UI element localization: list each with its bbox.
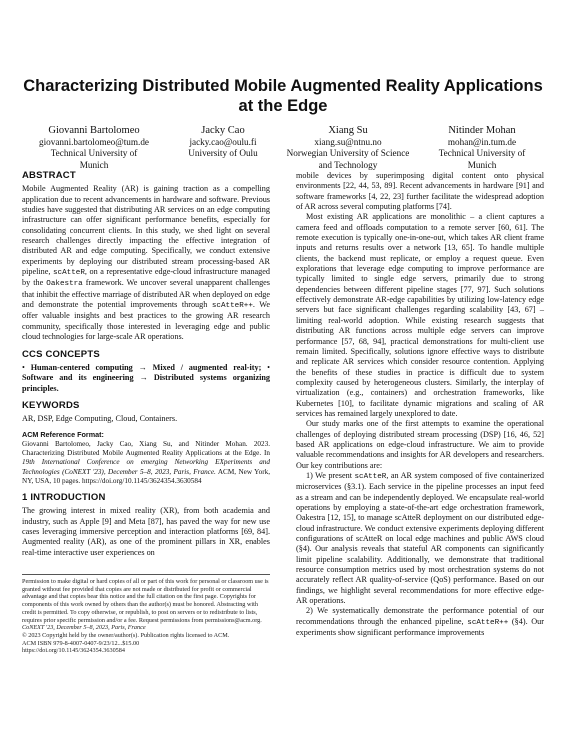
code-term: scAtteR++ <box>467 618 509 627</box>
left-column <box>22 171 270 558</box>
copyright-footnote <box>22 574 270 655</box>
author-affiliation: Norwegian University of Science and Technology <box>286 148 410 170</box>
code-term: Oakestra <box>46 280 83 289</box>
author-name: Giovanni Bartolomeo <box>48 125 140 136</box>
para-part: , an AR system composed of five containerized microservices (§3.1). Each service in the pipeline processes an input feed as a stream and can be independently deployed. We encapsulate real-world operations by employing a state-of-the-art edge orchestration framework, Oakestra [12, 15], to manage scAtteR deployment on our distributed edge-cloud infrastructure. We conduct extensive experiments deploying different configurations of scAtteR on local edge machines and public AWS cloud (§4). Our analysis reveals that stateful AR components can significantly limit pipeline scalability. Additionally, we demonstrate that traditional resource consumption metrics used by most orchestration systems do not accurately reflect AR quality-of-service (QoS) performance. Based on our findings, we highlight several recommendations for more effective edge-AR operations. <box>296 470 544 606</box>
conference-line: CoNEXT '23, December 5–8, 2023, Paris, France <box>22 624 146 632</box>
author-name: Xiang Su <box>328 125 368 136</box>
isbn-line: ACM ISBN 979-8-4007-0407-9/23/12...$15.00 <box>22 639 140 647</box>
author-name: Jacky Cao <box>201 125 245 136</box>
paragraph <box>296 606 544 638</box>
copyright-line: © 2023 Copyright held by the owner/author(s). Publication rights licensed to ACM. <box>22 631 230 639</box>
ref-part: Giovanni Bartolomeo, Jacky Cao, Xiang Su, and Nitinder Mohan. 2023. Characterizing Distributed Mobile Augmented Reality Applications at the Edge. In <box>22 439 270 458</box>
author-name: Nitinder Mohan <box>448 125 516 136</box>
ccs-heading: CCS CONCEPTS <box>22 348 100 360</box>
abstract-part: , on a representative edge-cloud infrastructure managed by the <box>22 267 271 288</box>
author-block <box>20 124 546 171</box>
intro-text: The growing interest in mixed reality (XR), from both academia and industry, such as Apple [9] and Meta [87], has paved the way for new use cases leveraging immersive perception and interaction platforms [69, 84]. Augmented reality (AR), as one of the prominent pillars in XR, enables real-time interactive user experiences on <box>22 506 270 557</box>
permission-notice: Permission to make digital or hard copies of all or part of this work for personal or classroom use is granted without fee provided that copies are not made or distributed for profit or commercial advantage and that copies bear this notice and the full citation on the first page. Copyrights for components of this work owned by others than the author(s) must be honored. Abstracting with credit is permitted. To copy otherwise, or republish, to post on servers or to redistribute to lists, requires prior specific permission and/or a fee. Request permissions from permissions@acm.org. <box>22 578 269 624</box>
author-2 <box>168 124 278 171</box>
para-part: 1) We present <box>306 470 355 480</box>
para-part: (§4). Our experiments show significant performance improvements <box>296 616 545 638</box>
acm-reference-heading: ACM Reference Format: <box>22 429 104 439</box>
author-affiliation: Technical University of Munich <box>438 148 526 170</box>
abstract-part: framework. We uncover several unapparent challenges that inhibit the effective marriage of distributed AR when deployed on edge and demonstrate the potential improvements through <box>22 278 270 310</box>
code-term: scAtteR <box>354 472 387 481</box>
author-1 <box>20 124 168 171</box>
abstract-part: . We offer valuable insights and best practices to the growing AR research community, specifically those interested in leveraging edge and public cloud technologies for large-scale AR operations. <box>22 300 270 342</box>
ccs-term: Distributed systems organizing principles <box>22 373 270 393</box>
author-4 <box>418 124 546 171</box>
abstract-part: Mobile Augmented Reality (AR) is gaining traction as a compelling application due to recent advancements in hardware and software. Previous studies have suggested that distributing AR services on an edge computing infrastructure can offer significant performance benefits, especially for consolidating concurrent clients. In this study, we shed light on several research challenges directly impacting the effective integration of distributed AR and edge computing. Specifically, we conduct extensive experiments by deploying our distributed stream processing-based AR pipeline, <box>22 184 270 277</box>
acm-reference <box>22 440 270 486</box>
paragraph: Most existing AR applications are monolithic – a client captures a camera feed and offloads computation to a remote server [60, 61]. The remote execution is typically one-in-one-out, which takes AR client frame inputs and returns results over a network [13, 65]. To handle multiple clients, the backend must replicate, or employ a request queue. Even explorations that leverage edge computing to improve performance are typically limited to single edge servers, primarily due to strong dependencies between different pipeline stages [77, 97]. Such solutions effectively demonstrate AR-edge capabilities by utilizing low-latency edge servers but face significant challenges regarding scalability [43, 67] – limiting real-world adoption. While existing research suggests that distributing AR functions across multiple edge servers can improve performance [57, 68, 94], practical demonstrations for multi-client use remain limited. Specifically, solutions ignore effective ways to distribute and replicate AR services which consider resource contention. Applying the benefits of these studies in practice is difficult due to system complexity caused by heterogeneous clusters. Similarly, the interplay of virtualization (e.g., containers) and orchestration frameworks, like Kubernetes [10], to facilitate dynamic migrations and scaling of AR services has remained largely unexplored to date. <box>296 212 544 418</box>
author-email: giovanni.bartolomeo@tum.de <box>38 137 149 147</box>
ccs-term: Human-centered computing <box>30 362 133 372</box>
author-email: xiang.su@ntnu.no <box>314 137 382 147</box>
author-affiliation: University of Oulu <box>188 148 258 159</box>
code-term: scAtteR <box>52 269 85 278</box>
ref-part: ACM, New York, NY, USA, 10 pages. https://doi.org/10.1145/3624354.3630584 <box>22 467 271 485</box>
ref-venue: 19th International Conference on emerging Networking EXperiments and Technologies (CoNEXT '23), December 5–8, 2023, Paris, France. <box>22 458 270 476</box>
doi-line: https://doi.org/10.1145/3624354.3630584 <box>22 647 125 655</box>
keywords-heading: KEYWORDS <box>22 399 80 411</box>
abstract-heading: ABSTRACT <box>22 170 76 181</box>
abstract-text <box>22 184 270 342</box>
ccs-term: Mixed / augmented real-ity; <box>152 362 262 372</box>
ccs-concepts: • Human-centered computing → Mixed / augmented real-ity; • Software and its engineering → Distributed systems organizing principles. <box>22 362 270 393</box>
paragraph: Our study marks one of the first attempts to examine the operational challenges of deploying distributed stream processing (DSP) [16, 46, 52] based AR applications on edge-cloud infrastructure. We aim to provide valuable recommendations and insights for AR developers and researchers. Our key contributions are: <box>296 419 544 470</box>
paragraph <box>296 471 544 606</box>
author-3 <box>278 124 418 171</box>
ccs-term: Software and its engineering <box>22 373 134 383</box>
code-term: scAtteR++ <box>211 302 253 311</box>
author-affiliation: Technical University of Munich <box>50 148 138 170</box>
para-part: 2) We systematically demonstrate the performance potential of our recommendations through the enhanced pipeline, <box>296 606 544 626</box>
intro-heading: 1 INTRODUCTION <box>22 491 106 503</box>
paragraph: mobile devices by superimposing digital content onto physical environments [22, 44, 53, 89]. Recent advancements in hardware [91] and software frameworks [4, 22, 23] further facilitate the widespread adoption of AR across several computing platforms [74]. <box>296 171 544 212</box>
right-column <box>296 171 544 638</box>
paper-title: Characterizing Distributed Mobile Augmented Reality Applications at the Edge <box>23 77 543 115</box>
author-email: mohan@in.tum.de <box>447 137 517 147</box>
keywords: AR, DSP, Edge Computing, Cloud, Containers. <box>22 414 178 424</box>
author-email: jacky.cao@oulu.fi <box>189 137 257 147</box>
